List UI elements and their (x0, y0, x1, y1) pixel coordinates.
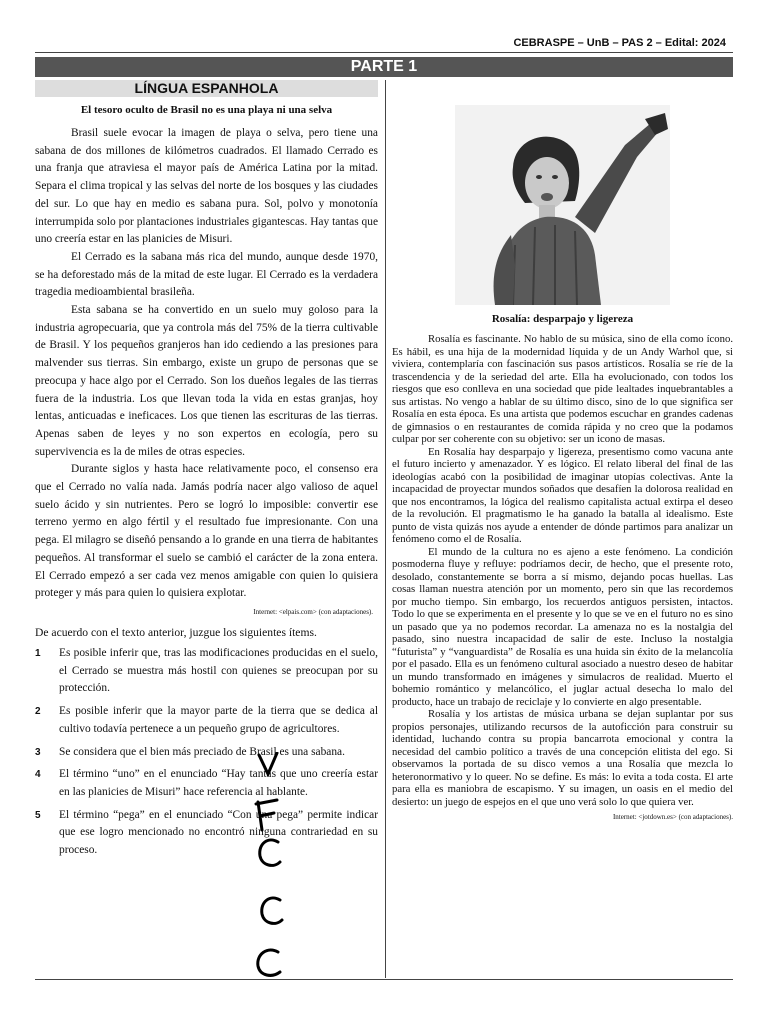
handwritten-mark-c (256, 894, 286, 928)
article-paragraph: El mundo de la cultura no es ajeno a este fenómeno. La condición posmoderna fluye y refluye: podríamos decir, de hecho, que el presente roto, desolado, constantemente se borra a sí mismo, dejando pocas huellas. Las cosas llaman nuestra atención por un momento, pero sin que las recordemos por mucho tiempo. Sin embargo, los recuerdos antiguos persisten, intactos. Todo lo que se experimenta en el presente y lo que se ve en el futuro no es sino un pasado que ya no podemos recordar. La amenaza no es la nostalgia del pasado, sino nuestra incapacidad de salir de este. Incluso la nostalgia “futurista” y “vanguardista” de Rosalía es una huida sin éxito de la melancolía por el pasado. Ella es un fenómeno cultural asociado a nuestro deseo de habitar un mundo transformado en imágenes y simulacros de realidad. Muerto el bohemio romántico y melancólico, el juglar actual desecha lo malo del producto, hace un trabajo de reciclaje y lo convierte en algo presentable. (392, 545, 733, 708)
article-paragraph: Durante siglos y hasta hace relativamente poco, el consenso era que el Cerrado no valía nada. Jamás podría nacer algo valioso de aquel suelo ácido y sin nutrientes. Pero se logró lo imposible: convertir ese terreno yermo en algo fértil y el resultado fue impresionante. Con una pega. El milagro se diseñó pensando a lo grande en una tierra de habitantes pequeños. Al transformar el suelo se cambió el carácter de la zona entera. El Cerrado empezó a ser cada vez menos amigable con quien lo quisiera proteger y más para quien lo quisiera explotar. (35, 463, 378, 600)
question-text: Es posible inferir que, tras las modificaciones producidas en el suelo, el Cerrado se muestra más hostil con quienes se preocupan por su protección. (59, 646, 378, 695)
question-number: 4 (35, 769, 41, 781)
question-text: Se considera que el bien más preciado de Brasil es una sabana. (59, 745, 345, 758)
question-item (35, 744, 378, 762)
article-source: Internet: <jotdown.es> (con adaptaciones). (612, 813, 733, 821)
instructions: De acuerdo con el texto anterior, juzgue los siguientes ítems. (35, 625, 317, 639)
left-column (35, 80, 378, 865)
article-source: Internet: <elpais.com> (con adaptaciones). (253, 607, 373, 616)
question-item (35, 645, 378, 698)
question-item (35, 766, 378, 801)
article-paragraph: Brasil suele evocar la imagen de playa o selva, pero tiene una sabana de dos millones de kilómetros cuadrados. El llamado Cerrado es una franja que atraviesa el mayor país de América Latina por la mitad. Separa el clima tropical y las selvas del norte de los bosques y las ciudades del sur. Lo que hay en medio es sabana pura. Sol, polvo y monotonía interrumpida solo por plantaciones industriales gigantescas. Hay tantas que uno creería estar en las planicies de Misuri. (35, 127, 378, 246)
question-text: El término “uno” en el enunciado “Hay tantas que uno creería estar en las planicies de Misuri” hace referencia al hablante. (59, 768, 378, 798)
column-divider (385, 80, 386, 978)
article-paragraph: Rosalía y los artistas de música urbana se dejan suplantar por sus propios personajes, utilizando recursos de la autoficción para construir su identidad, luchando contra su propia bancarrota emocional y contra la necesidad del cambio político a través de una concepción elitista del ego. Si observamos la portada de su disco vemos a una Rosalía que mezcla lo heteronormativo y lo queer. No se define. Es más: lo evita a toda costa. El arte para ella es maniobra de escapismo. Y su imagen, un oasis en el medio del desierto: un juego de espejos en el que uno verá solo lo que quiera ver. (392, 708, 733, 808)
handwritten-mark-c (252, 946, 284, 980)
article-paragraph: El Cerrado es la sabana más rica del mundo, aunque desde 1970, se ha deforestado más de la mitad de este lugar. El Cerrado es la verdadera tragedia medioambiental brasileña. (35, 250, 378, 299)
exam-header: CEBRASPE – UnB – PAS 2 – Edital: 2024 (513, 37, 726, 49)
question-number: 5 (35, 809, 41, 821)
question-number: 3 (35, 746, 41, 758)
photo-caption: Rosalía: desparpajo y ligereza (491, 313, 634, 325)
bottom-rule (35, 979, 733, 980)
question-item (35, 703, 378, 738)
singer-photo (455, 105, 670, 305)
question-text: Es posible inferir que la mayor parte de la tierra que se dedica al cultivo todavía pertenece a un pequeño grupo de agricultores. (59, 705, 378, 735)
article-paragraph: En Rosalía hay desparpajo y ligereza, presentismo como vacuna ante el futuro incierto y amenazador. Y es lógico. El relato liberal del final de las ideologías acabó con la posibilidad de imaginar utopías colectivas. Ante la incapacidad de proyectar mundos soñados que desafíen la dolorosa realidad en que nos encontramos, la lógica del realismo capitalista actual extirpa el deseo de la revolución. El pragmatismo le ha ganado la batalla al idealismo. Este punto de vista quizás nos ayude a entender de dónde partimos para analizar un fenómeno como el de Rosalía. (392, 445, 733, 545)
article-title: El tesoro oculto de Brasil no es una playa ni una selva (80, 104, 333, 116)
question-number: 2 (35, 706, 41, 718)
question-item (35, 807, 378, 860)
question-text: El término “pega” en el enunciado “Con una pega” permite indicar que ese logro mencionado no encontró ninguna contrariedad en su proceso. (59, 808, 378, 857)
question-number: 1 (35, 647, 41, 659)
top-rule (35, 52, 733, 53)
right-column (392, 80, 733, 821)
article-paragraph: Rosalía es fascinante. No hablo de su música, sino de ella como ícono. Es hábil, es una hija de la modernidad líquida y de un Andy Warhol que, si viviera, contemplaría con fascinación sus pasos artísticos. Rosalía se ríe de la trascendencia y de la seriedad del arte. Ella ha evolucionado, con todos los riesgos que eso conlleva en una sociedad que pide lealtades inquebrantables a sus artistas. No vengo a hablar de su último disco, sino de lo que significa ser Rosalía en esta época. Es una artista que podemos escuchar en grandes cadenas de gimnasios o en restaurantes de comida rápida y no creo que la podamos culpar por ser coherente con su objetivo: ser un icono de masas. (392, 333, 733, 445)
subject-title: LÍNGUA ESPANHOLA (35, 80, 378, 97)
part-title: PARTE 1 (35, 57, 733, 77)
article-paragraph: Esta sabana se ha convertido en un suelo muy goloso para la industria agropecuaria, que ya controla más del 75% de la tierra cultivable de Brasil. Y los pequeños granjeros han ido cediendo a las presiones para malvender sus tierras. Sin embargo, existe un grupo de personas que se preocupa y hace algo por el Cerrado. Son los dueños legales de las tierras fuera de la industria. Los que llevan toda la vida en estas granjas, hoy lentas, anticuadas e ineficaces. Los que tienen las escrituras de las tierras. Apenas saben de leyes y no son expertos en ecología, pero su supervivencia es la de miles de otras especies. (35, 304, 378, 458)
